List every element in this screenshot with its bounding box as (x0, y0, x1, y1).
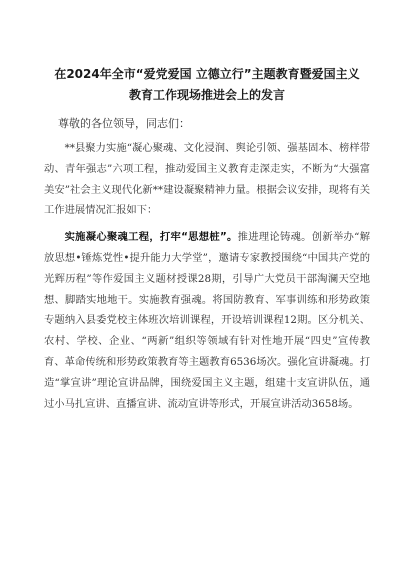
section-1-heading: 实施凝心聚魂工程，打牢“思想桩”。 (64, 231, 238, 244)
section-1-body: 推进理论铸魂。创新举办“解放思想•锤炼党性•提升能力大学堂”，邀请专家教授围绕“中国共产党的光辉历程”等作爱国主义题材授课28期，引导广大党员干部淘澜天空地想、脚踏实地地干。实施教育强魂。将国防教育、军事训练和形势政策专题纳入县委党校主体班次培训课程，开设培训课程12期。区分机关、农村、学校、企业、“两新”组织等领域有针对性地开展“四史”宣传教育、革命传统和形势政策教育等主题教育6536场次。强化宣讲凝魂。打造“掌宣讲”理论宣讲品牌，围绕爱国主义主题，组建十支宣讲队伍，通过小马扎宣讲、直播宣讲、流动宣讲等形式，开展宣讲活动3658场。 (44, 231, 371, 410)
title-line-1: 在2024年全市“爱党爱国 立德立行”主题教育暨爱国主义 (54, 67, 360, 81)
greeting: 尊敬的各位领导，同志们： (58, 117, 190, 130)
intro-paragraph: **县聚力实施“凝心聚魂、文化浸润、舆论引领、强基固本、榜样带动、青年强志”六项工程，推动爱国主义教育走深走实，不断为“大强富美安”社会主义现代化新**建设凝聚精神力量。根据会议安排，现将有关工作进展情况汇报如下： (44, 142, 370, 217)
section-1-paragraph (44, 227, 370, 414)
title-line-2: 教育工作现场推进会上的发言 (128, 88, 285, 102)
document-title (44, 64, 370, 106)
